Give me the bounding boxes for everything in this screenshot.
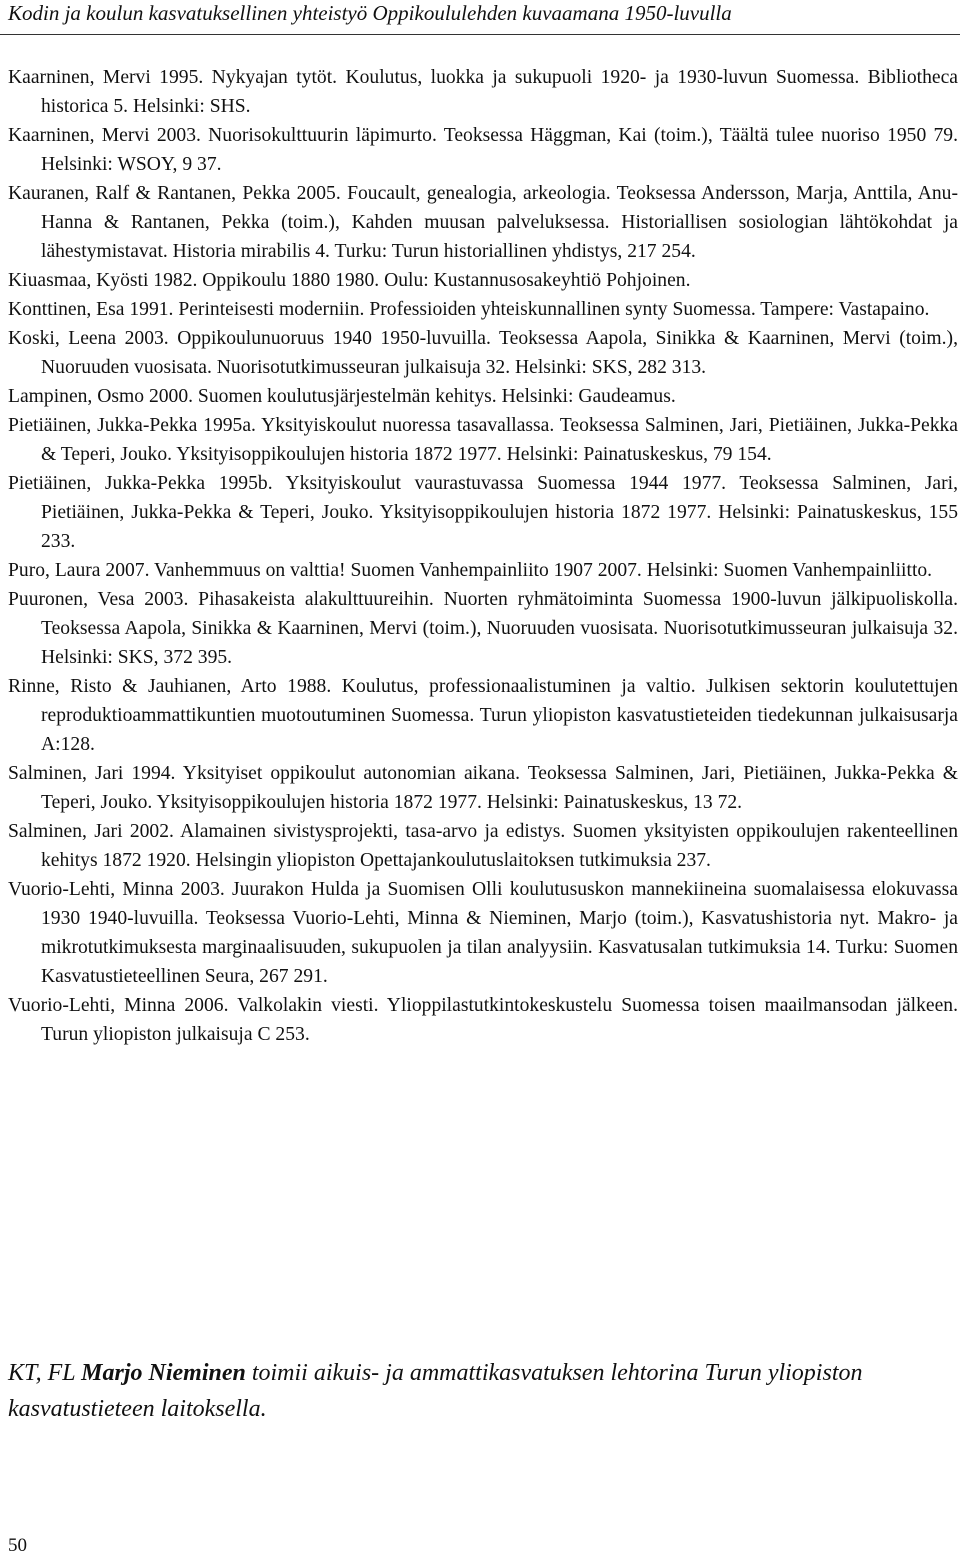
reference-entry: Lampinen, Osmo 2000. Suomen koulutusjärjestelmän kehitys. Helsinki: Gaudeamus.: [8, 386, 676, 407]
reference-entry: Kiuasmaa, Kyösti 1982. Oppikoulu 1880 1980. Oulu: Kustannusosakeyhtiö Pohjoinen.: [8, 270, 691, 291]
author-note: [8, 1355, 953, 1427]
reference-entry: Pietiäinen, Jukka-Pekka 1995a. Yksityiskoulut nuoressa tasavallassa. Teoksessa Salminen, Jari, Pietiäinen, Jukka-Pekka & Teperi, Jouko. Yksityisoppikoulujen historia 1872 1977. Helsinki: Painatuskeskus, 79 154.: [8, 415, 958, 465]
reference-entry: Salminen, Jari 2002. Alamainen sivistysprojekti, tasa-arvo ja edistys. Suomen yksityisten oppikoulujen rakenteellinen kehitys 1872 1920. Helsingin yliopiston Opettajankoulutuslaitoksen tutkimuksia 237.: [8, 821, 958, 871]
running-header: Kodin ja koulun kasvatuksellinen yhteistyö Oppikoululehden kuvaamana 1950-luvulla: [8, 1, 732, 25]
reference-entry: Pietiäinen, Jukka-Pekka 1995b. Yksityiskoulut vaurastuvassa Suomessa 1944 1977. Teoksessa Salminen, Jari, Pietiäinen, Jukka-Pekka & Teperi, Jouko. Yksityisoppikoulujen historia 1872 1977. Helsinki: Painatuskeskus, 155 233.: [8, 473, 958, 552]
reference-entry: Koski, Leena 2003. Oppikoulunuoruus 1940 1950-luvuilla. Teoksessa Aapola, Sinikka & Kaarninen, Mervi (toim.), Nuoruuden vuosisata. Nuorisotutkimusseuran julkaisuja 32. Helsinki: SKS, 282 313.: [8, 328, 958, 378]
reference-entry: Puuronen, Vesa 2003. Pihasakeista alakulttuureihin. Nuorten ryhmätoiminta Suomessa 1900-luvun jälkipuoliskolla. Teoksessa Aapola, Sinikka & Kaarninen, Mervi (toim.), Nuoruuden vuosisata. Nuorisotutkimusseuran julkaisuja 32. Helsinki: SKS, 372 395.: [8, 589, 958, 668]
author-note-prefix: KT, FL: [8, 1360, 82, 1386]
reference-list: [8, 63, 958, 1049]
header-rule: [0, 34, 960, 35]
reference-entry: Vuorio-Lehti, Minna 2006. Valkolakin viesti. Ylioppilastutkintokeskustelu Suomessa toisen maailmansodan jälkeen. Turun yliopiston julkaisuja C 253.: [8, 995, 958, 1045]
reference-entry: Salminen, Jari 1994. Yksityiset oppikoulut autonomian aikana. Teoksessa Salminen, Jari, Pietiäinen, Jukka-Pekka & Teperi, Jouko. Yksityisoppikoulujen historia 1872 1977. Helsinki: Painatuskeskus, 13 72.: [8, 763, 958, 813]
reference-entry: Konttinen, Esa 1991. Perinteisesti moderniin. Professioiden yhteiskunnallinen synty Suomessa. Tampere: Vastapaino.: [8, 299, 930, 320]
reference-entry: Puro, Laura 2007. Vanhemmuus on valttia! Suomen Vanhempainliito 1907 2007. Helsinki: Suomen Vanhempainliitto.: [8, 560, 933, 581]
reference-entry: Kaarninen, Mervi 1995. Nykyajan tytöt. Koulutus, luokka ja sukupuoli 1920- ja 1930-luvun Suomessa. Bibliotheca historica 5. Helsinki: SHS.: [8, 67, 958, 117]
page-number: 50: [8, 1535, 27, 1556]
reference-entry: Kaarninen, Mervi 2003. Nuorisokulttuurin läpimurto. Teoksessa Häggman, Kai (toim.), Täältä tulee nuoriso 1950 79. Helsinki: WSOY, 9 37.: [8, 125, 958, 175]
reference-entry: Rinne, Risto & Jauhianen, Arto 1988. Koulutus, professionaalistuminen ja valtio. Julkisen sektorin koulutettujen reproduktioammattikuntien muotoutuminen Suomessa. Turun yliopiston kasvatustieteiden tiedekunnan julkaisusarja A:128.: [8, 676, 958, 755]
reference-entry: Vuorio-Lehti, Minna 2003. Juurakon Hulda ja Suomisen Olli koulutususkon mannekiineina suomalaisessa elokuvassa 1930 1940-luvuilla. Teoksessa Vuorio-Lehti, Minna & Nieminen, Marjo (toim.), Kasvatushistoria nyt. Makro- ja mikrotutkimuksesta marginaalisuuden, sukupuolen ja tilan analyysiin. Kasvatusalan tutkimuksia 14. Turku: Suomen Kasvatustieteellinen Seura, 267 291.: [8, 879, 958, 987]
author-name: Marjo Nieminen: [81, 1360, 246, 1386]
reference-entry: Kauranen, Ralf & Rantanen, Pekka 2005. Foucault, genealogia, arkeologia. Teoksessa Andersson, Marja, Anttila, Anu-Hanna & Rantanen, Pekka (toim.), Kahden muusan palveluksessa. Historiallisen sosiologian lähtökohdat ja lähestymistavat. Historia mirabilis 4. Turku: Turun historiallinen yhdistys, 217 254.: [8, 183, 958, 262]
author-note-suffix: toimii aikuis- ja ammattikasvatuksen lehtorina Turun yliopiston kasvatustieteen laitoksella.: [8, 1360, 863, 1422]
